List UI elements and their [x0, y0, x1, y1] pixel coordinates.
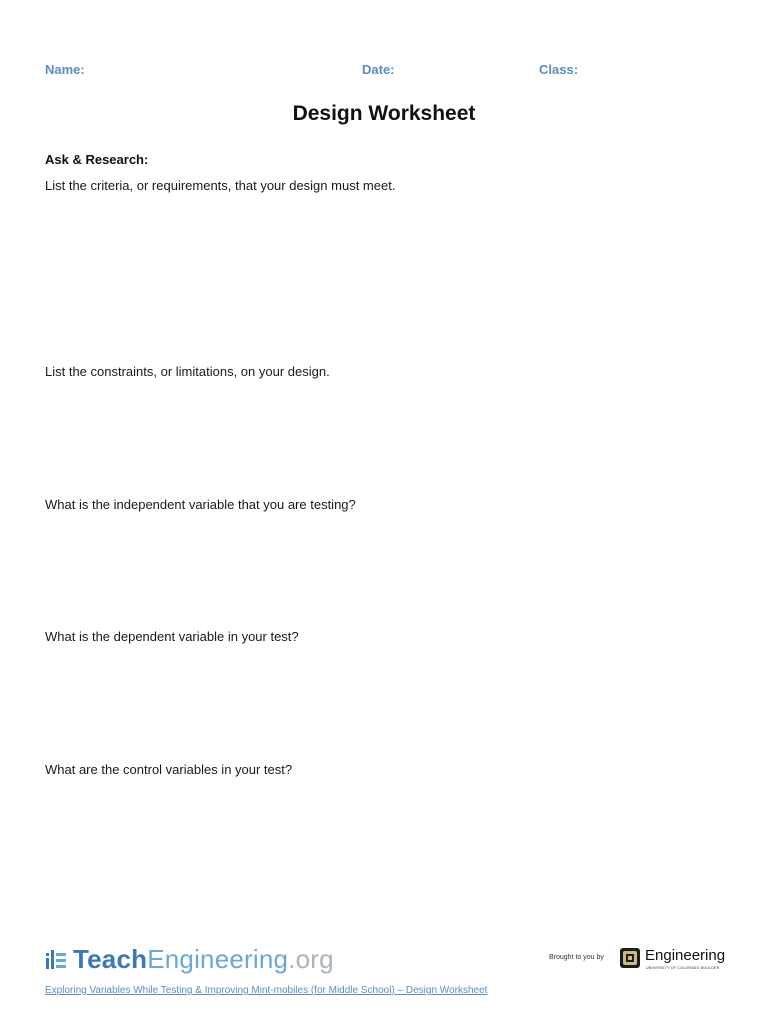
- teachengineering-logo-icon: [45, 948, 67, 970]
- logo-org: .org: [288, 944, 334, 974]
- question-dependent-variable: What is the dependent variable in your test?: [45, 629, 299, 644]
- cu-boulder-subtitle: UNIVERSITY OF COLORADO BOULDER: [646, 966, 720, 970]
- teachengineering-logo: [45, 942, 334, 976]
- logo-engineering: Engineering: [147, 944, 289, 974]
- question-independent-variable: What is the independent variable that you are testing?: [45, 497, 356, 512]
- worksheet-title: Design Worksheet: [292, 102, 476, 125]
- cu-boulder-logo-icon: [619, 946, 641, 970]
- teachengineering-wordmark: [73, 942, 334, 976]
- question-control-variables: What are the control variables in your test?: [45, 762, 293, 777]
- section-heading: Ask & Research:: [45, 152, 149, 167]
- footer-worksheet-link[interactable]: Exploring Variables While Testing & Improving Mint-mobiles (for Middle School) – Design Worksheet: [45, 985, 488, 996]
- name-label: Name:: [45, 62, 85, 77]
- logo-teach: Teach: [73, 944, 148, 974]
- cu-engineering-label: Engineering: [645, 947, 726, 964]
- question-constraints: List the constraints, or limitations, on your design.: [45, 364, 330, 379]
- brought-to-you-by: Brought to you by: [549, 954, 604, 961]
- question-criteria: List the criteria, or requirements, that your design must meet.: [45, 178, 396, 193]
- class-label: Class:: [539, 62, 579, 77]
- date-label: Date:: [362, 62, 395, 77]
